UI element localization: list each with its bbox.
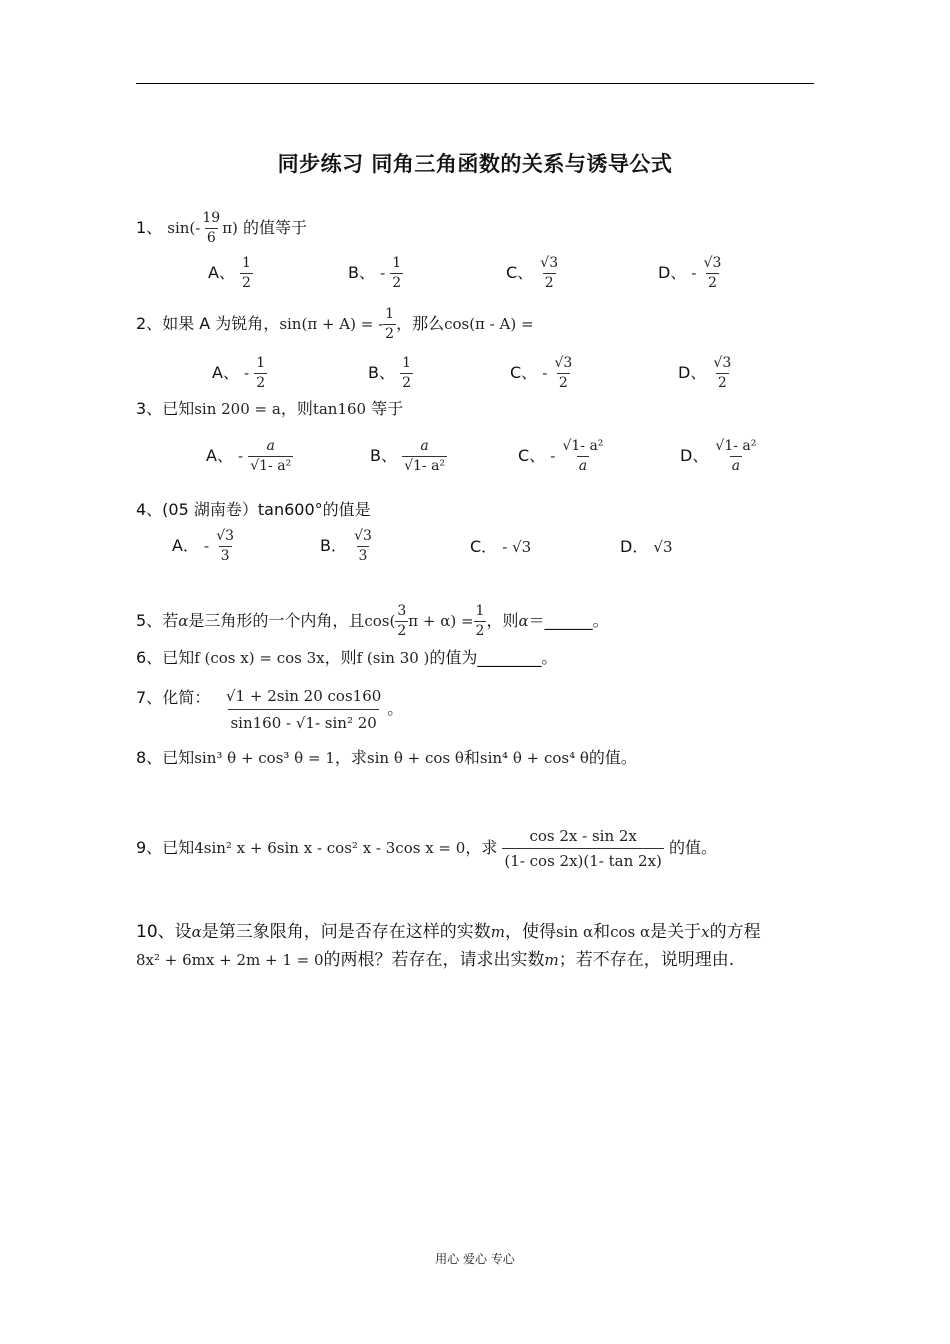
math-expr: sin θ + cos θ xyxy=(366,749,464,767)
page-footer: 用心 爱心 专心 xyxy=(435,1252,515,1266)
math-expr: sin(- xyxy=(167,219,201,237)
option-c[interactable]: C． - √3 xyxy=(470,537,532,556)
option-c[interactable]: C、 $\frac{√3}{2}$ xyxy=(506,255,559,291)
answer-blank[interactable]: ＝______。 xyxy=(528,611,609,630)
question-7-fraction: $\frac{√1 + 2\sin 20 \cos 160}{\text{sin160 - √1- sin² 20}}$ 。 xyxy=(224,684,403,735)
fraction: $\frac{√3}{3}$ xyxy=(216,528,235,564)
option-b[interactable]: B、 - $\frac{1}{2}$ xyxy=(348,255,402,291)
fraction: $\frac{19}{6}$ xyxy=(202,210,221,246)
fraction: $\frac{a}{\text{√1- a²}}$ xyxy=(250,438,292,474)
fraction: $\frac{1}{2}$ xyxy=(256,355,266,391)
question-text: 已知 xyxy=(162,399,195,418)
question-text: ，那么 xyxy=(396,314,445,333)
question-text: 的值等于 xyxy=(243,218,308,237)
fraction: $\frac{\cos 2x - \sin 2x}{(1- \cos 2x)(1- \tan 2x)}$ xyxy=(504,827,662,870)
fraction: $\frac{√3}{3}$ xyxy=(354,528,372,564)
math-expr: 8x² + 6mx + 2m + 1 = 0 xyxy=(136,951,324,969)
fraction: $\frac{√3}{2}$ xyxy=(554,355,573,391)
question-5: 5、若α是三角形的一个内角，且cos( $\frac{3}{2}$ π + α) = $\frac{1}{2}$ ，则α＝______。 xyxy=(136,603,609,639)
fraction: $\frac{√3}{2}$ xyxy=(713,355,732,391)
question-7: 7、化简： xyxy=(136,688,211,707)
math-expr: π) xyxy=(222,219,238,237)
alpha-symbol: α xyxy=(178,612,189,630)
question-number: 3、 xyxy=(136,399,163,418)
header-rule xyxy=(136,83,814,84)
question-number: 1、 xyxy=(136,218,163,237)
option-c[interactable]: C、 - $\frac{√3}{2}$ xyxy=(510,355,573,391)
math-expr: sin⁴ θ + cos⁴ θ xyxy=(479,749,589,767)
math-expr: sin 200 = a xyxy=(194,400,281,418)
fraction: $\frac{1}{2}$ xyxy=(385,306,395,342)
option-b[interactable]: B． $\frac{√3}{3}$ xyxy=(320,528,372,564)
math-expr: f (cos x) = cos 3x xyxy=(194,649,325,667)
math-expr: sin(π + A) = - xyxy=(279,315,384,333)
fraction: $\frac{1}{2}$ xyxy=(392,255,402,291)
question-4: 4、(05 湖南卷）tan600°的值是 xyxy=(136,500,371,519)
question-9: 9、已知4sin² x + 6sin x - cos² x - 3cos x = 0，求 $\frac{\cos 2x - \sin 2x}{(1- \cos 2x)(1- \tan 2x)}$ 的值。 xyxy=(136,827,718,870)
fraction: $\frac{1}{2}$ xyxy=(242,255,251,291)
option-a[interactable]: A、 - $\frac{1}{2}$ xyxy=(212,355,266,391)
question-3 xyxy=(136,399,403,419)
question-text: 等于 xyxy=(371,399,404,418)
question-1 xyxy=(136,210,307,247)
option-d[interactable]: D、 $\frac{\text{√1- a²}}{a}$ xyxy=(680,438,757,474)
fraction: $\frac{√3}{2}$ xyxy=(703,255,722,291)
answer-blank[interactable]: 的值为________。 xyxy=(429,648,558,667)
option-b[interactable]: B、 $\frac{a}{\text{√1- a²}}$ xyxy=(370,438,446,474)
option-d[interactable]: D、 - $\frac{√3}{2}$ xyxy=(658,255,722,291)
option-d[interactable]: D． √3 xyxy=(620,537,673,556)
question-text: ，则 xyxy=(280,399,313,418)
question-8: 8、已知sin³ θ + cos³ θ = 1，求sin θ + cos θ和sin⁴ θ + cos⁴ θ的值。 xyxy=(136,748,637,767)
question-10-line-2: 8x² + 6mx + 2m + 1 = 0的两根？若存在，请求出实数m；若不存在，说明理由. xyxy=(136,950,735,970)
fraction: $\frac{\text{√1- a²}}{a}$ xyxy=(562,438,604,474)
math-expr: tan160 xyxy=(312,400,367,418)
fraction: $\frac{√1 + 2\sin 20 \cos 160}{\text{sin160 - √1- sin² 20}}$ xyxy=(224,684,383,735)
option-a[interactable]: A、 $\frac{1}{2}$ xyxy=(208,255,251,291)
option-d[interactable]: D、 $\frac{√3}{2}$ xyxy=(678,355,732,391)
fraction: $\frac{1}{2}$ xyxy=(402,355,411,391)
math-expr: sin³ θ + cos³ θ = 1 xyxy=(194,749,335,767)
math-expr: cos(π - A) = xyxy=(444,315,534,333)
fraction: $\frac{a}{\text{√1- a²}}$ xyxy=(404,438,446,474)
fraction: $\frac{3}{2}$ xyxy=(397,603,407,639)
question-number: 2、 xyxy=(136,314,163,333)
math-expr: 4sin² x + 6sin x - cos² x - 3cos x = 0 xyxy=(194,839,466,857)
option-a[interactable]: A、 - $\frac{a}{\text{√1- a²}}$ xyxy=(206,438,292,474)
page-title: 同步练习 同角三角函数的关系与诱导公式 xyxy=(277,152,673,176)
fraction: $\frac{√3}{2}$ xyxy=(540,255,559,291)
question-text: 如果 A 为锐角， xyxy=(162,314,280,333)
option-c[interactable]: C、 - $\frac{\text{√1- a²}}{a}$ xyxy=(518,438,604,474)
math-expr: f (sin 30 ) xyxy=(356,649,430,667)
option-b[interactable]: B、 $\frac{1}{2}$ xyxy=(368,355,411,391)
question-2 xyxy=(136,306,534,343)
option-a[interactable]: A． - $\frac{√3}{3}$ xyxy=(172,528,235,564)
question-6: 6、已知f (cos x) = cos 3x，则f (sin 30 )的值为________。 xyxy=(136,648,558,667)
fraction: $\frac{\text{√1- a²}}{a}$ xyxy=(715,438,757,474)
fraction: $\frac{1}{2}$ xyxy=(475,603,485,639)
question-10-line-1: 10、设α是第三象限角，问是否存在这样的实数m，使得sin α和cos α是关于x的方程 xyxy=(136,922,761,942)
